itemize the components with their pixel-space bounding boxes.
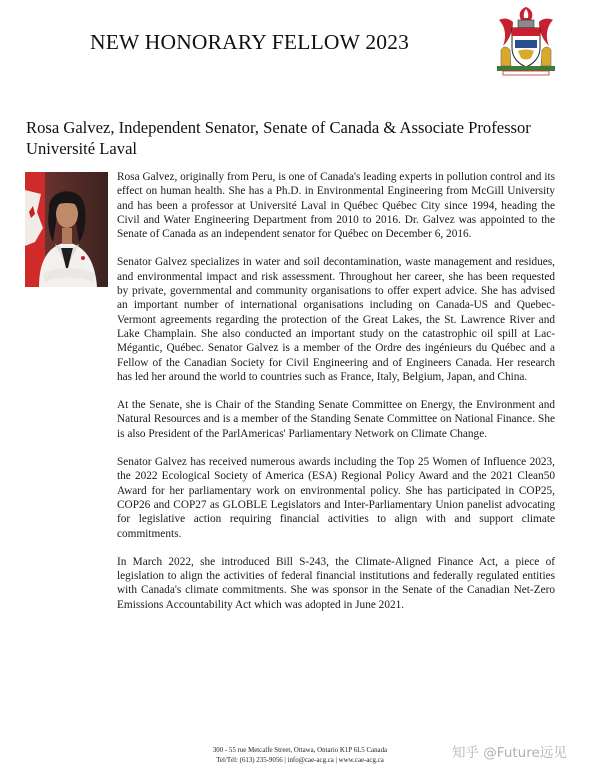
cae-crest-icon [493,6,559,76]
footer-contact: Tel/Tél: (613) 235-9056 | info@cae-acg.ca | www.cae-acg.ca [216,757,384,764]
subject-heading [26,117,566,159]
subject-affiliation-line: Université Laval [26,139,138,158]
watermark: 知乎 @Future远见 [452,745,567,761]
biography-text [117,170,555,626]
subject-name-line: Rosa Galvez, Independent Senator, Senate of Canada & Associate Professor [26,118,531,137]
bio-paragraph: Rosa Galvez, originally from Peru, is one of Canada's leading experts in pollution control and its effect on human health. She has a Ph.D. in Environmental Engineering from McGill University and has been a professor at Université Laval in Québec Québec City since 1994, heading the Civil and Water Engineering Department from 2010 to 2016. Dr. Galvez was appointed to the Senate of Canada as an independent senator for Québec on December 6, 2016. [117,171,555,241]
bio-paragraph: Senator Galvez has received numerous awards including the Top 25 Women of Influence 2023, the 2022 Ecological Society of America (ESA) Regional Policy Award and the 2021 Clean50 Award for her parliamentary work on environmental policy. She has participated in COP25, COP26 and COP27 as GLOBLE Legislators and Inter-Parliamentary Union panelist advocating for legislative action requiring financial activities to align with and support climate commitments. [117,456,555,540]
portrait-photo [25,172,108,287]
bio-paragraph: Senator Galvez specializes in water and soil decontamination, waste management and residues, and environmental impact and risk assessment. Throughout her career, she has been requested by private, governmental and community organisations to offer expert advice. She has advised an important number of international organisations including on Canada-US and Quebec-Vermont agreements regarding the protection of the Great Lakes, the St. Lawrence River and Lake Champlain. She also conducted an important study on the catastrophic oil spill at Lac-Mégantic, Québec. Senator Galvez is a member of the Ordre des ingénieurs du Québec and a Fellow of the Canadian Society for Civil Engineering and of Engineers Canada. Her research has led her around the world to countries such as France, Italy, Belgium, Japan, and China. [117,256,555,383]
footer [150,746,450,766]
bio-paragraph: In March 2022, she introduced Bill S-243, the Climate-Aligned Finance Act, a piece of legislation to align the activities of federal financial institutions and federally regulated entities with Canada's climate commitments. She was sponsor in the Senate of the Canadian Net-Zero Emissions Accountability Act which was adopted in June 2021. [117,555,555,611]
footer-address: 300 - 55 rue Metcalfe Street, Ottawa, Ontario K1P 6L5 Canada [212,747,388,754]
page-title: NEW HONORARY FELLOW 2023 [90,30,410,54]
bio-paragraph: At the Senate, she is Chair of the Standing Senate Committee on Energy, the Environment and Natural Resources and is a member of the Standing Senate Committee on National Finance. She is also President of the ParlAmericas' Parliamentary Network on Climate Change. [117,399,555,440]
